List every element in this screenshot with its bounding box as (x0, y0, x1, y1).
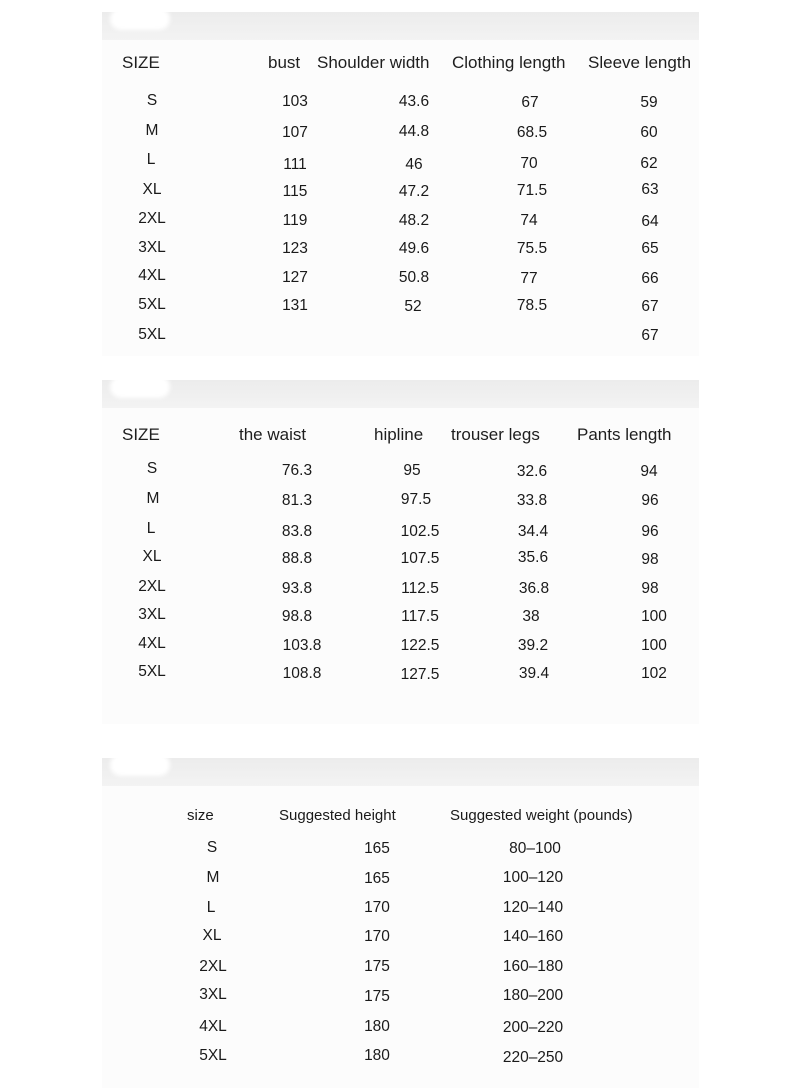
panel-header-bar (102, 380, 699, 408)
cell-bust: 123 (282, 240, 308, 257)
cell-shoulder-width: 46 (405, 156, 423, 173)
col-header-size: size (187, 807, 214, 824)
cell-clothing-length: 77 (520, 270, 538, 287)
decorative-smudge (110, 376, 170, 398)
cell-size: 2XL (138, 578, 166, 595)
cell-sleeve-length: 59 (640, 94, 658, 111)
cell-size: XL (202, 927, 222, 944)
cell-pants-length: 100 (641, 637, 667, 654)
cell-bust: 131 (282, 297, 308, 314)
cell-trouser-legs: 35.6 (517, 549, 549, 566)
cell-weight: 80–100 (509, 840, 561, 857)
cell-size: XL (142, 181, 162, 198)
cell-shoulder-width: 48.2 (398, 212, 430, 229)
cell-bust: 103 (282, 93, 308, 110)
cell-bust: 111 (283, 156, 307, 173)
col-header-clothing-length: Clothing length (452, 53, 566, 72)
cell-pants-length: 102 (641, 665, 667, 682)
decorative-smudge (110, 754, 170, 776)
cell-hipline: 112.5 (401, 580, 439, 597)
decorative-smudge (110, 8, 170, 30)
cell-trouser-legs: 33.8 (516, 492, 548, 509)
cell-height: 180 (364, 1047, 390, 1064)
cell-height: 170 (364, 928, 390, 945)
cell-shoulder-width: 50.8 (398, 269, 430, 286)
cell-sleeve-length: 62 (640, 155, 658, 172)
cell-height: 175 (364, 988, 390, 1005)
cell-clothing-length: 71.5 (516, 182, 548, 199)
cell-shoulder-width: 52 (404, 298, 422, 315)
panel-header-bar (102, 12, 699, 40)
col-header-suggested-weight: Suggested weight (pounds) (450, 807, 633, 824)
col-header-sleeve-length: Sleeve length (588, 53, 692, 72)
cell-size: 2XL (199, 958, 227, 975)
cell-waist: 81.3 (281, 492, 313, 509)
col-header-suggested-height: Suggested height (279, 807, 396, 824)
cell-weight: 120–140 (502, 899, 564, 916)
cell-waist: 83.8 (281, 523, 313, 540)
cell-sleeve-length: 60 (640, 124, 658, 141)
cell-size: L (146, 520, 156, 537)
cell-clothing-length: 75.5 (516, 240, 548, 257)
cell-pants-length: 98 (641, 580, 659, 597)
cell-hipline: 102.5 (400, 523, 440, 540)
cell-waist: 93.8 (281, 580, 313, 597)
cell-height: 175 (364, 958, 390, 975)
cell-bust: 115 (282, 183, 308, 200)
cell-size: 4XL (199, 1018, 227, 1035)
cell-clothing-length: 68.5 (516, 124, 548, 141)
cell-sleeve-length: 67 (641, 298, 659, 315)
cell-waist: 88.8 (281, 550, 313, 567)
cell-trouser-legs: 32.6 (516, 463, 548, 480)
panel-header-bar (102, 758, 699, 786)
cell-shoulder-width: 44.8 (398, 123, 430, 140)
cell-bust: 107 (282, 124, 308, 141)
cell-pants-length: 98 (641, 551, 659, 568)
cell-trouser-legs: 36.8 (518, 580, 550, 597)
cell-size: 4XL (138, 635, 166, 652)
cell-weight: 180–200 (502, 987, 564, 1004)
cell-hipline: 95 (403, 462, 421, 479)
cell-sleeve-length: 64 (641, 213, 659, 230)
cell-pants-length: 96 (641, 523, 659, 540)
cell-clothing-length: 67 (521, 94, 539, 111)
cell-size: 3XL (138, 606, 166, 623)
cell-pants-length: 100 (641, 608, 667, 625)
cell-sleeve-length: 63 (641, 181, 659, 198)
cell-bust: 127 (282, 269, 308, 286)
cell-waist: 108.8 (282, 665, 322, 682)
cell-hipline: 97.5 (400, 491, 432, 508)
cell-shoulder-width: 47.2 (398, 183, 430, 200)
cell-size: 5XL (138, 326, 166, 343)
cell-size: 3XL (138, 239, 166, 256)
cell-size: L (146, 151, 156, 168)
cell-weight: 220–250 (502, 1049, 564, 1066)
col-header-trouser-legs: trouser legs (451, 425, 540, 444)
col-header-waist: the waist (239, 425, 307, 444)
cell-trouser-legs: 39.4 (518, 665, 550, 682)
cell-size: S (146, 92, 158, 109)
cell-size: M (145, 122, 159, 139)
cell-hipline: 107.5 (400, 550, 440, 567)
cell-size: XL (142, 548, 162, 565)
col-header-size: SIZE (122, 53, 160, 72)
cell-weight: 160–180 (502, 958, 564, 975)
col-header-hipline: hipline (374, 425, 424, 444)
cell-hipline: 117.5 (401, 608, 439, 625)
cell-waist: 103.8 (282, 637, 322, 654)
cell-sleeve-length: 66 (641, 270, 659, 287)
col-header-size: SIZE (122, 425, 160, 444)
cell-trouser-legs: 34.4 (517, 523, 549, 540)
cell-sleeve-length: 67 (641, 327, 659, 344)
cell-shoulder-width: 43.6 (398, 93, 430, 110)
cell-hipline: 122.5 (400, 637, 440, 654)
cell-size: L (206, 899, 216, 916)
cell-size: 5XL (138, 663, 166, 680)
cell-size: S (206, 839, 218, 856)
cell-waist: 76.3 (281, 462, 313, 479)
cell-height: 165 (364, 840, 390, 857)
cell-size: 5XL (138, 296, 166, 313)
col-header-pants-length: Pants length (577, 425, 672, 444)
cell-bust: 119 (282, 212, 308, 229)
col-header-bust: bust (268, 53, 301, 72)
cell-size: 4XL (138, 267, 166, 284)
cell-weight: 200–220 (502, 1019, 564, 1036)
cell-waist: 98.8 (281, 608, 313, 625)
cell-size: 2XL (138, 210, 166, 227)
cell-clothing-length: 70 (520, 155, 538, 172)
cell-shoulder-width: 49.6 (398, 240, 430, 257)
cell-height: 180 (364, 1018, 390, 1035)
cell-pants-length: 94 (640, 463, 658, 480)
col-header-shoulder-width: Shoulder width (317, 53, 430, 72)
cell-height: 165 (364, 870, 390, 887)
cell-size: M (146, 490, 160, 507)
cell-weight: 140–160 (502, 928, 564, 945)
cell-sleeve-length: 65 (641, 240, 659, 257)
cell-size: M (206, 869, 220, 886)
cell-height: 170 (364, 899, 390, 916)
cell-size: 3XL (199, 986, 227, 1003)
cell-clothing-length: 74 (520, 212, 538, 229)
cell-weight: 100–120 (502, 869, 564, 886)
cell-clothing-length: 78.5 (516, 297, 548, 314)
cell-trouser-legs: 39.2 (517, 637, 549, 654)
cell-size: 5XL (199, 1047, 227, 1064)
cell-size: S (146, 460, 158, 477)
cell-hipline: 127.5 (400, 666, 440, 683)
cell-trouser-legs: 38 (522, 608, 540, 625)
cell-pants-length: 96 (641, 492, 659, 509)
